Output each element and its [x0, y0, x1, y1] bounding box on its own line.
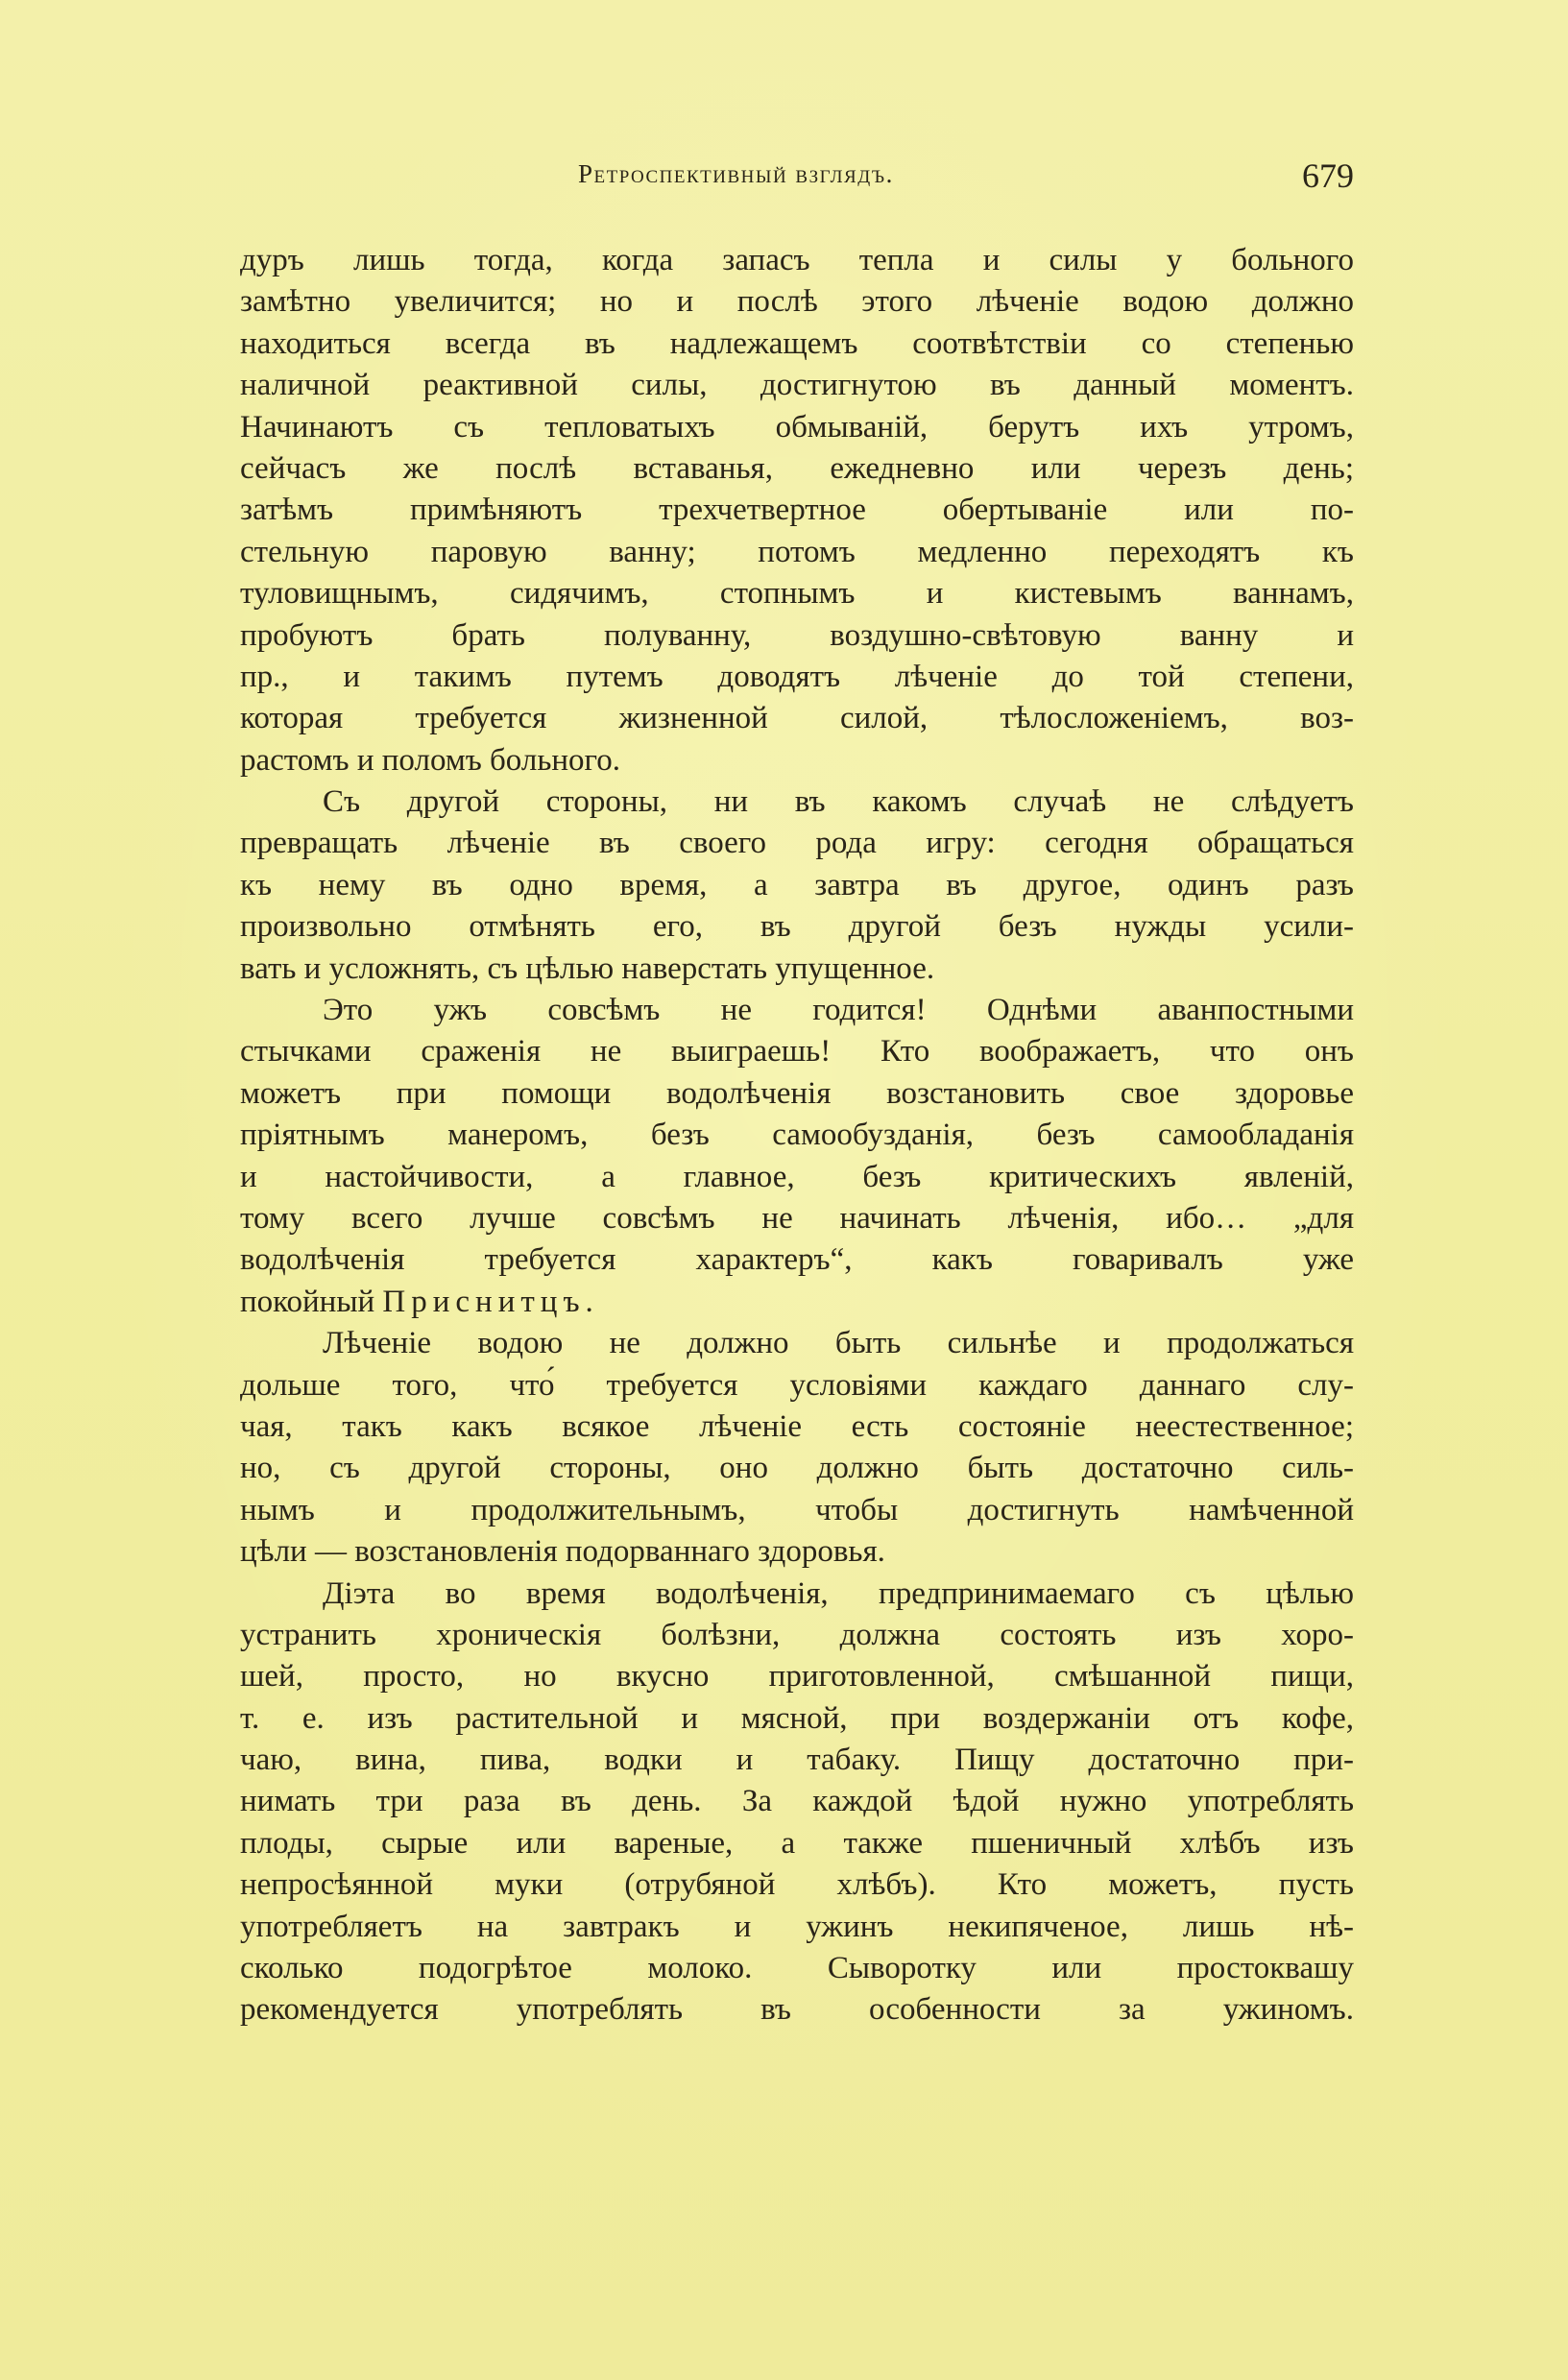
running-head	[240, 156, 1354, 194]
text-line: наличной реактивной силы, достигнутою въ данный моментъ.	[240, 368, 1354, 403]
text-line: Лѣченіе водою не должно быть сильнѣе и продолжаться	[323, 1326, 1354, 1361]
spaced-name: Приснитцъ	[382, 1284, 586, 1319]
text-line: шей, просто, но вкусно приготовленной, смѣшанной пищи,	[240, 1659, 1354, 1695]
text-line: т. е. изъ растительной и мясной, при воздержаніи отъ кофе,	[240, 1700, 1354, 1736]
text-line: плоды, сырые или вареные, а также пшеничный хлѣбъ изъ	[240, 1825, 1354, 1861]
text-line: находиться всегда въ надлежащемъ соотвѣтствіи со степенью	[240, 325, 1354, 361]
text-line: водолѣченія требуется характеръ“, какъ говаривалъ уже	[240, 1242, 1354, 1278]
text-line: пр., и такимъ путемъ доводятъ лѣченіе до той степени,	[240, 659, 1354, 694]
text-line: непросѣянной муки (отрубяной хлѣбъ). Кто можетъ, пусть	[240, 1867, 1354, 1903]
text-line: чаю, вина, пива, водки и табаку. Пищу достаточно при-	[240, 1743, 1354, 1778]
running-title: Ретроспективный взглядъ.	[578, 159, 894, 188]
text-line: къ нему въ одно время, а завтра въ другое, одинъ разъ	[240, 867, 1354, 902]
text-line: превращать лѣченіе въ своего рода игру: сегодня обращаться	[240, 826, 1354, 861]
text-line: сколько подогрѣтое молоко. Сыворотку или простоквашу	[240, 1951, 1354, 1986]
text-line: тому всего лучше совсѣмъ не начинать лѣченія, ибо… „для	[240, 1200, 1354, 1236]
text-line: затѣмъ примѣняютъ трехчетвертное обертываніе или по-	[240, 493, 1354, 528]
text-line: рекомендуется употреблять въ особенности за ужиномъ.	[240, 1992, 1354, 2028]
text-line: пріятнымъ манеромъ, безъ самообузданія, безъ самообладанія	[240, 1118, 1354, 1153]
text-line: замѣтно увеличится; но и послѣ этого лѣченіе водою должно	[240, 284, 1354, 320]
text-line: и настойчивости, а главное, безъ критическихъ явленій,	[240, 1159, 1354, 1194]
text-line: употребляетъ на завтракъ и ужинъ некипяченое, лишь нѣ-	[240, 1909, 1354, 1944]
text-line: дольше того, что́ требуется условіями каждаго даннаго слу-	[240, 1367, 1354, 1403]
page-number: 679	[1302, 156, 1354, 195]
text-line: можетъ при помощи водолѣченія возстановить свое здоровье	[240, 1075, 1354, 1111]
text-line: которая требуется жизненной силой, тѣлосложеніемъ, воз-	[240, 701, 1354, 736]
text-line: вать и усложнять, съ цѣлью наверстать упущенное.	[240, 950, 935, 986]
text-line: растомъ и поломъ больного.	[240, 742, 621, 778]
text-line: чая, такъ какъ всякое лѣченіе есть состояніе неестественное;	[240, 1408, 1354, 1444]
text-line: туловищнымъ, сидячимъ, стопнымъ и кистевымъ ваннамъ,	[240, 576, 1354, 612]
text-line: стычками сраженія не выиграешь! Кто воображаетъ, что онъ	[240, 1034, 1354, 1070]
text-line: произвольно отмѣнять его, въ другой безъ нужды усили-	[240, 909, 1354, 945]
text-line: дуръ лишь тогда, когда запасъ тепла и силы у больного	[240, 243, 1354, 277]
text-line: Діэта во время водолѣченія, предпринимаемаго съ цѣлью	[323, 1575, 1354, 1611]
text-line: сейчасъ же послѣ вставанья, ежедневно или черезъ день;	[240, 450, 1354, 486]
text-line: нимать три раза въ день. За каждой ѣдой нужно употреблять	[240, 1784, 1354, 1819]
text-line: но, съ другой стороны, оно должно быть достаточно силь-	[240, 1451, 1354, 1486]
text-line: нымъ и продолжительнымъ, чтобы достигнуть намѣченной	[240, 1492, 1354, 1527]
text-line: Начинаютъ съ тепловатыхъ обмываній, берутъ ихъ утромъ,	[240, 409, 1354, 445]
text-line: Съ другой стороны, ни въ какомъ случаѣ не слѣдуетъ	[323, 784, 1354, 820]
text-line: стельную паровую ванну; потомъ медленно переходятъ къ	[240, 534, 1354, 569]
text-line: покойный Приснитцъ.	[240, 1284, 593, 1319]
text-line: устранить хроническія болѣзни, должна состоять изъ хоро-	[240, 1617, 1354, 1652]
text-line: Это ужъ совсѣмъ не годится! Однѣми аванпостными	[323, 993, 1354, 1028]
text-line: пробуютъ брать полуванну, воздушно-свѣтовую ванну и	[240, 617, 1354, 653]
text-line: цѣли — возстановленія подорваннаго здоровья.	[240, 1534, 885, 1570]
body-text	[240, 240, 1354, 2031]
